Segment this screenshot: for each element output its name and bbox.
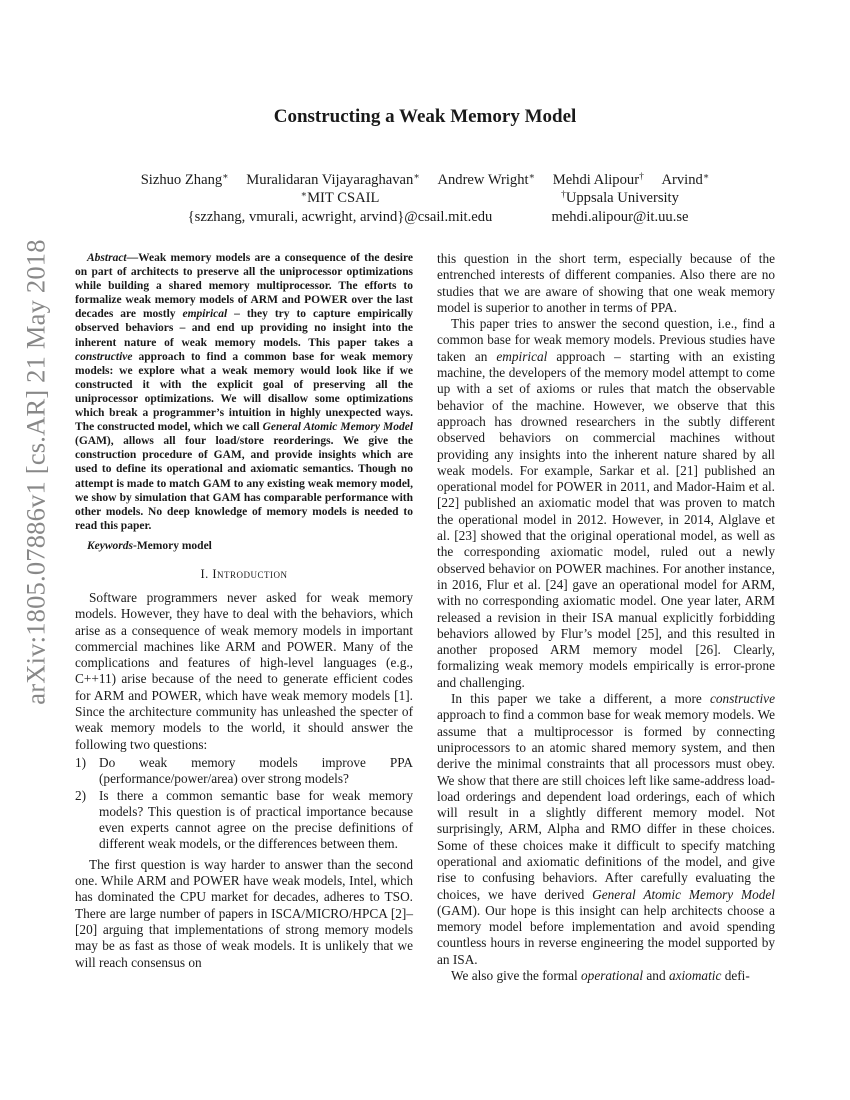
author: Arvind∗ [661, 172, 710, 188]
author: Mehdi Alipour† [552, 172, 644, 188]
affiliation-uppsala: †Uppsala University [561, 190, 679, 206]
email-row [0, 209, 850, 228]
question-list [75, 755, 413, 853]
author-names [0, 171, 850, 190]
paragraph: In this paper we take a different, a more constructive approach to find a common base for weak memory models. We assume that a multiprocessor is formed by connecting uniprocessors to an atomic shared memory system, and then derive the minimal constraints that all processors must obey. We show that there are still choices left like same-address load-load orderings and dependent load orderings, each of which will result in a slightly different memory model. Not surprisingly, ARM, Alpha and RMO differ in these choices. Some of these choices make it difficult to specify matching operational and axiomatic definitions of the model, and give rise to confusing behaviors. After carefully evaluating the choices, we have derived General Atomic Memory Model (GAM). Our hope is this insight can help architects choose a memory model before implementation and avoid spending countless hours in reverse engineering the model supported by an ISA. [437, 691, 776, 967]
paragraph: this question in the short term, especially because of the entrenched interests of different companies. Also there are no studies that we are aware of showing that one weak memory model is superior to another in terms of PPA. [437, 251, 775, 315]
paragraph: The first question is way harder to answer than the second one. While ARM and POWER have weak models, Intel, which has dominated the CPU market for decades, adheres to TSO. There are large number of papers in ISCA/MICRO/HPCA [2]–[20] arguing that implementations of strong memory models may be as fast as those of weak models. It is unlikely that we will reach consensus on [75, 856, 413, 970]
section-heading-introduction: I. Introduction [200, 566, 288, 581]
author: Andrew Wright∗ [437, 172, 536, 188]
paragraph: Software programmers never asked for weak memory models. However, they have to deal with the behaviors, which arise as a consequence of weak memory models in important commercial machines like ARM and POWER. Many of the complications and features of high-level languages (e.g., C++11) arise because of the need to generate efficient codes for ARM and POWER, which have weak memory models [1]. Since the architecture community has unleashed the specter of weak memory models to the world, it should answer the following two questions: [75, 589, 413, 752]
email-uppsala: mehdi.alipour@it.uu.se [551, 209, 689, 225]
list-item: 1) Do weak memory models improve PPA (performance/power/area) over strong models? [75, 754, 413, 787]
author-block [0, 171, 850, 228]
abstract: Abstract—Weak memory models are a consequence of the desire on part of architects to preserve all the uniprocessor optimizations while building a shared memory multiprocessor. The efforts to formalize weak memory models of ARM and POWER over the last decades are mostly empirical – they try to capture empirically observed behaviors – and end up providing no insight into the inherent nature of weak memory models. This paper takes a constructive approach to find a common base for weak memory models: we explore what a weak memory would look like if we constructed it with the explicit goal of preserving all the uniprocessor optimizations. We will disallow some optimizations which break a programmer’s intuition in highly unexpected ways. The constructed model, which we call General Atomic Memory Model (GAM), allows all four load/store reorderings. We give the construction procedure of GAM, and provide insights which are used to define its operational and axiomatic semantics. Though no attempt is made to match GAM to any existing weak memory model, we show by simulation that GAM has comparable performance with other models. No deep knowledge of memory models is needed to read this paper. [75, 252, 413, 532]
arxiv-sidebar [0, 0, 60, 1100]
affiliation-mit: ∗MIT CSAIL [300, 190, 380, 206]
list-item: 2) Is there a common semantic base for weak memory models? This question is of practical importance because even experts cannot agree on the precise definitions of different weak models, or the differences between them. [75, 787, 413, 852]
left-column [75, 251, 413, 971]
email-mit: {szzhang, vmurali, acwright, arvind}@csail.mit.edu [187, 209, 493, 225]
right-column [437, 251, 775, 984]
arxiv-identifier: arXiv:1805.07886v1 [cs.AR] 21 May 2018 [20, 239, 51, 705]
keywords: Keywords-Memory model [87, 539, 212, 552]
affiliation-row [0, 190, 850, 209]
author: Muralidaran Vijayaraghavan∗ [246, 172, 420, 188]
paragraph: This paper tries to answer the second question, i.e., find a common base for weak memory models. Previous studies have taken an empirical approach – starting with an existing machine, the developers of the memory model attempt to come up with a set of axioms or rules that match the observable behavior of the machine. However, we observe that this approach has drowned researchers in the subtly different observed behaviors on commercial machines without providing any insights into the inherent nature shared by all weak models. For example, Sarkar et al. [21] published an operational model for POWER in 2011, and Mador-Haim et al. [22] published an axiomatic model that was proven to match the operational model in 2012. However, in 2014, Alglave et al. [23] showed that the original operational model, as well as the corresponding axiomatic model, ruled out a newly observed behavior on POWER machines. For another instance, in 2016, Flur et al. [24] gave an operational model for ARM, with no corresponding axiomatic model. One year later, ARM released a revision in their ISA manual explicitly forbidding behaviors allowed by Flur’s model [25], and this resulted in another proposed ARM memory model [26]. Clearly, formalizing weak memory models empirically is error-prone and challenging. [437, 316, 776, 690]
author: Sizhuo Zhang∗ [140, 172, 229, 188]
paper-title: Constructing a Weak Memory Model [273, 106, 577, 127]
paragraph: We also give the formal operational and axiomatic defi- [451, 968, 750, 984]
